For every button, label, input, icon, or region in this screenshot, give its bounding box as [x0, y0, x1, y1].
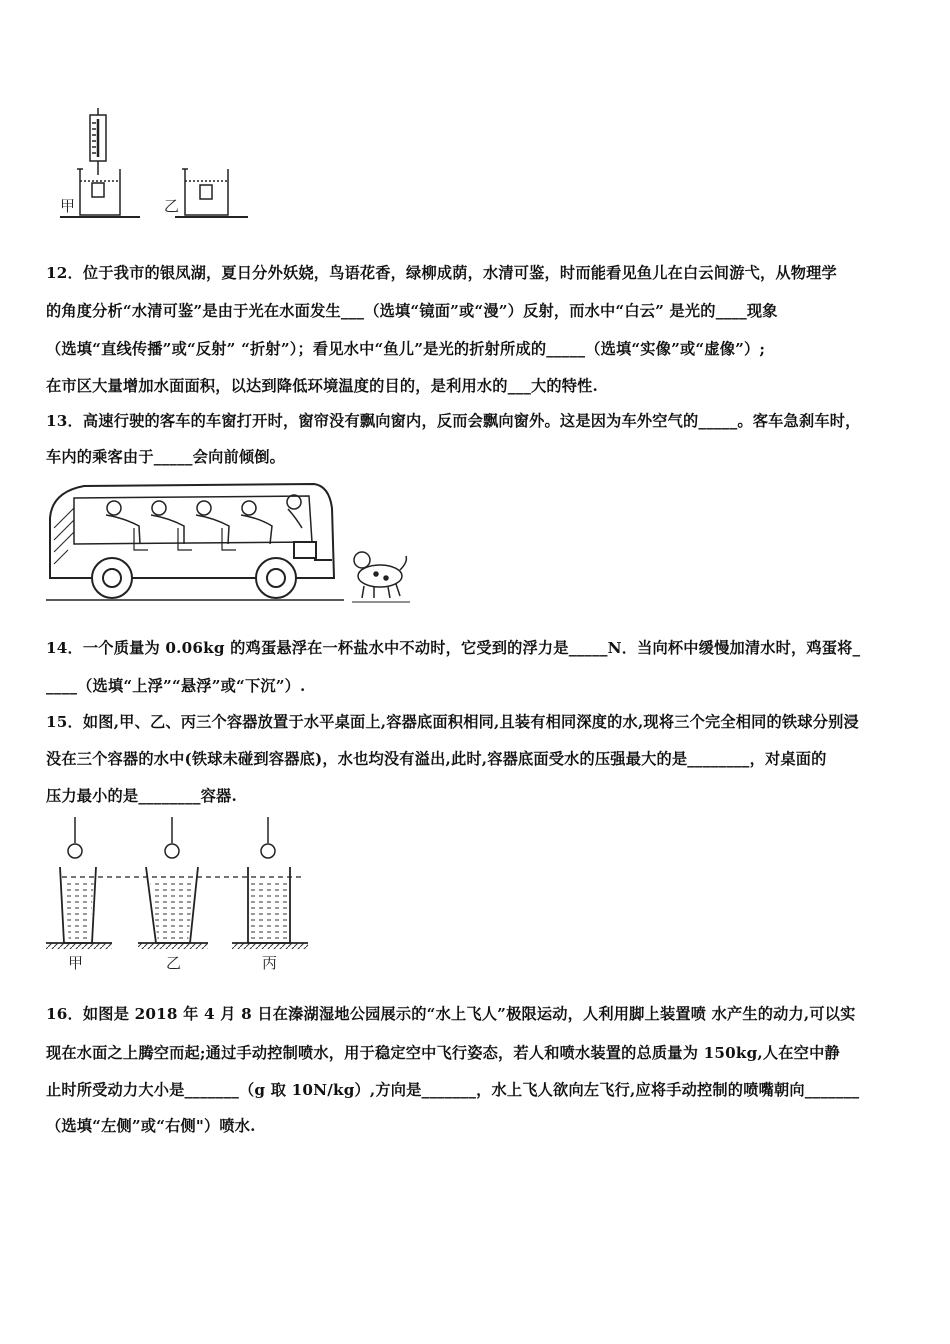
container-jia [46, 867, 112, 949]
label-jia-2: 甲 [68, 954, 84, 972]
q15-line-1: 15．如图,甲、乙、丙三个容器放置于水平桌面上,容器底面积相同,且装有相同深度的水,现将三个完全相同的铁球分别浸 [46, 713, 859, 731]
q15-line-3: 压力最小的是________容器. [46, 787, 237, 805]
q12-line-3: （选填“直线传播”或“反射” “折射”）；看见水中“鱼儿”是光的折射所成的_____（选填“实像”或“虚像”）; [46, 340, 766, 358]
label-yi-2: 乙 [166, 954, 182, 972]
figure-three-containers [42, 815, 322, 975]
q13-line-1: 13．高速行驶的客车的车窗打开时，窗帘没有飘向窗内，反而会飘向窗外。这是因为车外空气的_____。客车急刹车时， [46, 412, 861, 430]
q14-line-1: 14．一个质量为 0.06kg 的鸡蛋悬浮在一杯盐水中不动时，它受到的浮力是_____N．当向杯中缓慢加清水时，鸡蛋将_ [46, 639, 861, 657]
dog-icon [352, 552, 410, 602]
figure-bus-braking [44, 478, 424, 606]
q16-line-1: 16．如图是 2018 年 4 月 8 日在溱湖湿地公园展示的“水上飞人”极限运动，人利用脚上装置喷 水产生的动力,可以实 [46, 1005, 856, 1023]
container-bing [232, 867, 308, 949]
q16-line-2: 现在水面之上腾空而起;通过手动控制喷水，用于稳定空中飞行姿态，若人和喷水装置的总质量为 150kg,人在空中静 [46, 1044, 840, 1062]
bus-icon [46, 484, 344, 600]
label-bing: 丙 [262, 954, 278, 972]
container-yi [138, 867, 208, 949]
q15-line-2: 没在三个容器的水中(铁球未碰到容器底)，水也均没有溢出,此时,容器底面受水的压强最大的是________，对桌面的 [46, 750, 827, 768]
label-jia: 甲 [60, 197, 76, 215]
q12-line-2: 的角度分析“水清可鉴”是由于光在水面发生___（选填“镜面”或“漫”）反射，而水中“白云” 是光的____现象 [46, 302, 778, 320]
figure-spring-scale-beakers [50, 105, 260, 225]
q12-line-4: 在市区大量增加水面面积，以达到降低环境温度的目的，是利用水的___大的特性. [46, 377, 599, 395]
spring-scale-icon [90, 108, 106, 175]
q16-line-4: （选填“左侧”或“右侧"）喷水. [46, 1117, 256, 1135]
q12-line-1: 12．位于我市的银凤湖，夏日分外妖娆，鸟语花香，绿柳成荫，水清可鉴，时而能看见鱼儿在白云间游弋，从物理学 [46, 264, 837, 282]
q13-line-2: 车内的乘客由于_____会向前倾倒。 [46, 448, 286, 466]
q14-line-2: ____（选填“上浮”“悬浮”或“下沉”）. [46, 677, 306, 695]
q16-line-3: 止时所受动力大小是_______（g 取 10N/kg）,方向是_______，水上飞人欲向左飞行,应将手动控制的喷嘴朝向_______ [46, 1081, 860, 1099]
label-yi: 乙 [164, 197, 180, 215]
